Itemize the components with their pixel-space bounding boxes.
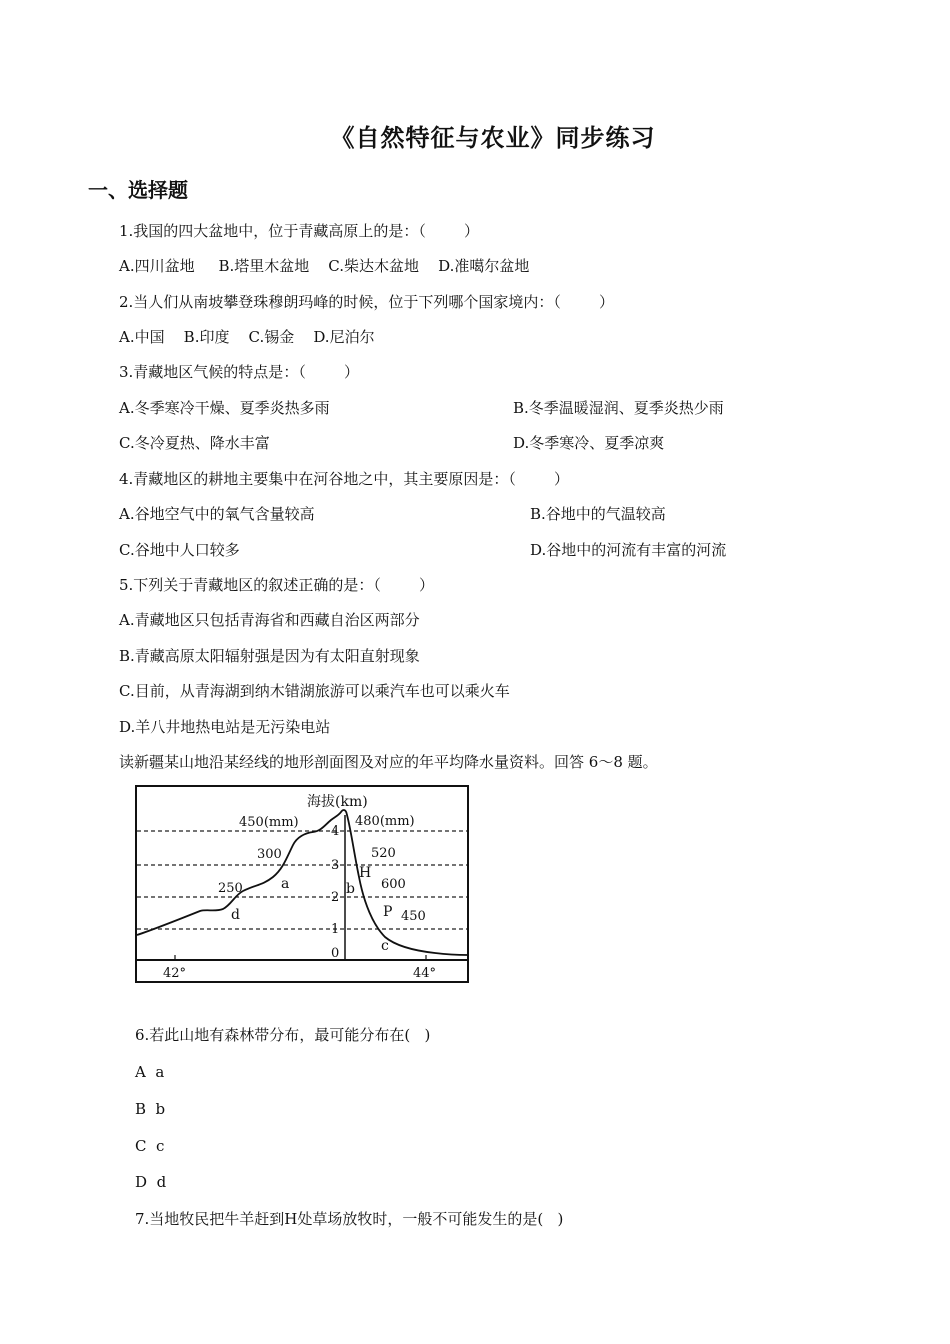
tick-label-4: 4 xyxy=(331,824,340,839)
question-5-option-a: A.青藏地区只包括青海省和西藏自治区两部分 xyxy=(119,611,420,629)
question-4-stem: 4.青藏地区的耕地主要集中在河谷地之中，其主要原因是：（ ） xyxy=(119,470,569,488)
zone-label-b: b xyxy=(346,881,355,897)
question-4-option-a: A.谷地空气中的氧气含量较高 xyxy=(119,505,315,523)
question-6-stem: 6.若此山地有森林带分布，最可能分布在( ) xyxy=(135,1026,431,1044)
longitude-label-left: 42° xyxy=(163,966,187,981)
question-3-option-b: B.冬季温暖湿润、夏季炎热少雨 xyxy=(513,399,724,417)
question-1-stem: 1.我国的四大盆地中，位于青藏高原上的是：（ ） xyxy=(119,222,479,240)
reading-intro: 读新疆某山地沿某经线的地形剖面图及对应的年平均降水量资料。回答 6～8 题。 xyxy=(119,753,658,771)
precip-label-250: 250 xyxy=(218,881,243,896)
precip-label-480mm: 480(mm) xyxy=(355,814,415,829)
question-4-option-b: B.谷地中的气温较高 xyxy=(530,505,666,523)
longitude-label-right: 44° xyxy=(413,966,437,981)
figure-frame xyxy=(136,786,468,982)
point-label-P: P xyxy=(383,904,393,920)
question-6-option-d: D d xyxy=(135,1173,167,1191)
terrain-profile-figure xyxy=(135,785,469,983)
precip-label-450: 450 xyxy=(401,909,426,924)
question-5-stem: 5.下列关于青藏地区的叙述正确的是：（ ） xyxy=(119,576,434,594)
question-6-option-c: C c xyxy=(135,1137,165,1155)
question-4-option-c: C.谷地中人口较多 xyxy=(119,541,240,559)
precip-label-600: 600 xyxy=(381,877,406,892)
zone-label-a: a xyxy=(281,876,290,892)
question-4-option-d: D.谷地中的河流有丰富的河流 xyxy=(530,541,727,559)
precip-label-520: 520 xyxy=(371,846,396,861)
precip-label-300: 300 xyxy=(257,847,282,862)
question-5-option-c: C.目前，从青海湖到纳木错湖旅游可以乘汽车也可以乘火车 xyxy=(119,682,510,700)
question-3-option-a: A.冬季寒冷干燥、夏季炎热多雨 xyxy=(119,399,330,417)
zone-label-c: c xyxy=(381,938,389,954)
page-title: 《自然特征与农业》同步练习 xyxy=(330,124,656,152)
question-7-stem: 7.当地牧民把牛羊赶到H处草场放牧时，一般不可能发生的是( ) xyxy=(135,1210,564,1228)
tick-label-0: 0 xyxy=(331,946,340,961)
question-3-stem: 3.青藏地区气候的特点是：（ ） xyxy=(119,363,359,381)
point-label-H: H xyxy=(359,865,372,881)
tick-label-3: 3 xyxy=(331,858,340,873)
tick-label-2: 2 xyxy=(331,890,340,905)
axis-title: 海拔(km) xyxy=(307,794,368,810)
tick-label-1: 1 xyxy=(331,922,340,937)
question-6-option-a: A a xyxy=(135,1063,165,1081)
question-3-option-d: D.冬季寒冷、夏季凉爽 xyxy=(513,434,665,452)
question-2-stem: 2.当人们从南坡攀登珠穆朗玛峰的时候，位于下列哪个国家境内：（ ） xyxy=(119,293,614,311)
question-5-option-d: D.羊八井地热电站是无污染电站 xyxy=(119,718,331,736)
question-2-options: A.中国 B.印度 C.锡金 D.尼泊尔 xyxy=(119,328,375,346)
question-6-option-b: B b xyxy=(135,1100,166,1118)
precip-label-450mm: 450(mm) xyxy=(239,815,299,830)
question-3-option-c: C.冬冷夏热、降水丰富 xyxy=(119,434,270,452)
section-heading: 一、选择题 xyxy=(88,178,188,202)
question-5-option-b: B.青藏高原太阳辐射强是因为有太阳直射现象 xyxy=(119,647,420,665)
zone-label-d: d xyxy=(231,907,240,923)
question-1-options: A.四川盆地 B.塔里木盆地 C.柴达木盆地 D.准噶尔盆地 xyxy=(119,257,530,275)
